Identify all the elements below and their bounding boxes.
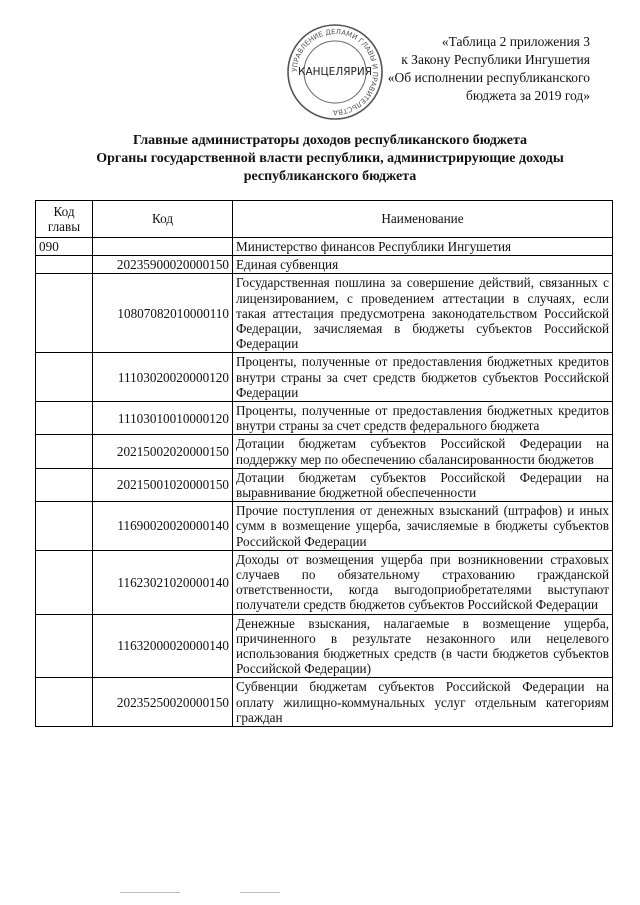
scan-edge-mark: [240, 892, 280, 893]
name-cell: Проценты, полученные от предоставления бюджетных кредитов внутри страны за счет средств бюджетов субъектов Российской Федерации: [233, 353, 613, 402]
name-cell: Государственная пошлина за совершение действий, связанных с лицензированием, с проведением аттестации в случаях, если такая аттестация предусмотрена законодательством Российской Федерации, зачисляемая в бюджеты субъектов Российской Федерации: [233, 274, 613, 353]
name-cell: Субвенции бюджетам субъектов Российской Федерации на оплату жилищно-коммунальных услуг отдельным категориям граждан: [233, 678, 613, 727]
chapter-code-cell: [36, 614, 93, 678]
table-row: [36, 402, 613, 435]
chapter-code-cell: [36, 353, 93, 402]
name-cell: Прочие поступления от денежных взысканий (штрафов) и иных сумм в возмещение ущерба, зачисляемые в бюджеты субъектов Российской Федерации: [233, 502, 613, 551]
title-line: Органы государственной власти республики, администрирующие доходы: [96, 151, 564, 166]
table-header-row: [36, 201, 613, 238]
header-line: «Об исполнении республиканского: [387, 70, 590, 85]
table-row: [36, 256, 613, 274]
chapter-code-cell: [36, 550, 93, 614]
name-cell: Дотации бюджетам субъектов Российской Федерации на выравнивание бюджетной обеспеченности: [233, 468, 613, 501]
document-title: [40, 132, 620, 186]
chapter-code-cell: [36, 435, 93, 468]
title-line: республиканского бюджета: [243, 169, 417, 184]
table-row: [36, 614, 613, 678]
title-line: Главные администраторы доходов республиканского бюджета: [132, 133, 528, 148]
name-cell: Доходы от возмещения ущерба при возникновении страховых случаев по обязательному страхованию гражданской ответственности, когда выгодоприобретателями выступают получатели средств бюджетов субъектов Российской Федерации: [233, 550, 613, 614]
code-cell: 20235250020000150: [93, 678, 233, 727]
name-cell: Проценты, полученные от предоставления бюджетных кредитов внутри страны за счет средств федерального бюджета: [233, 402, 613, 435]
chapter-code-cell: 090: [36, 238, 93, 256]
code-cell: 11623021020000140: [93, 550, 233, 614]
table-row: [36, 468, 613, 501]
administrators-table: [35, 200, 613, 727]
chapter-code-cell: [36, 402, 93, 435]
code-cell: 20215001020000150: [93, 468, 233, 501]
chapter-code-cell: [36, 468, 93, 501]
code-cell: 11690020020000140: [93, 502, 233, 551]
table-row: [36, 353, 613, 402]
header-chapter-code: Код главы: [36, 201, 93, 238]
table-body: [36, 238, 613, 727]
code-cell: 11103010010000120: [93, 402, 233, 435]
code-cell: 11103020020000120: [93, 353, 233, 402]
name-cell: Министерство финансов Республики Ингушетия: [233, 238, 613, 256]
table-row: [36, 435, 613, 468]
name-cell: Единая субвенция: [233, 256, 613, 274]
code-cell: [93, 238, 233, 256]
table-row: [36, 550, 613, 614]
chapter-code-cell: [36, 502, 93, 551]
code-cell: 20235900020000150: [93, 256, 233, 274]
chapter-code-cell: [36, 678, 93, 727]
name-cell: Дотации бюджетам субъектов Российской Федерации на поддержку мер по обеспечению сбалансированности бюджетов: [233, 435, 613, 468]
table-row: [36, 274, 613, 353]
table-row: [36, 238, 613, 256]
header-line: бюджета за 2019 год»: [466, 88, 590, 103]
scan-edge-mark: [120, 892, 180, 893]
chapter-code-cell: [36, 256, 93, 274]
appendix-header: [360, 33, 590, 105]
header-name: Наименование: [233, 201, 613, 238]
stamp-center-text: КАНЦЕЛЯРИЯ: [298, 66, 372, 78]
header-line: «Таблица 2 приложения 3: [441, 34, 590, 49]
chapter-code-cell: [36, 274, 93, 353]
header-code: Код: [93, 201, 233, 238]
code-cell: 20215002020000150: [93, 435, 233, 468]
table-row: [36, 678, 613, 727]
header-line: к Закону Республики Ингушетия: [401, 52, 590, 67]
table-row: [36, 502, 613, 551]
name-cell: Денежные взыскания, налагаемые в возмещение ущерба, причиненного в результате незаконного или нецелевого использования бюджетных средств (в части бюджетов субъектов Российской Федерации): [233, 614, 613, 678]
code-cell: 10807082010000110: [93, 274, 233, 353]
stamp-ring-text: УПРАВЛЕНИЕ ДЕЛАМИ ГЛАВЫ И ПРАВИТЕЛЬСТВА: [290, 27, 380, 117]
code-cell: 11632000020000140: [93, 614, 233, 678]
